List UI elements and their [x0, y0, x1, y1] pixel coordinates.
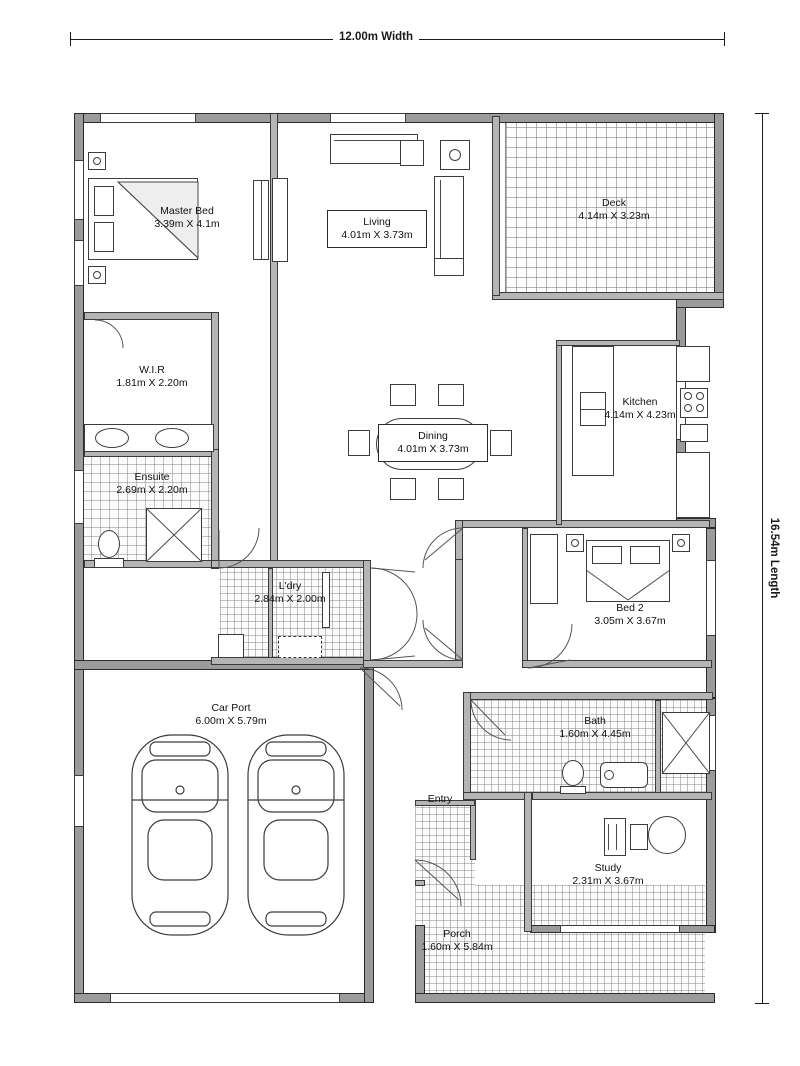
room-label-wir: [104, 364, 200, 390]
room-dims-porch: 1.60m X 5.84m: [421, 941, 493, 953]
length-dimension-label: 16.54m Length: [768, 492, 780, 624]
room-label-bed2: [578, 602, 682, 628]
room-name-study: Study: [594, 862, 622, 874]
room-dims-car-port: 6.00m X 5.79m: [195, 715, 267, 727]
room-label-bath: [545, 715, 645, 741]
room-dims-bath: 1.60m X 4.45m: [559, 728, 631, 740]
room-name-laundry: L'dry: [278, 580, 302, 592]
room-dims-wir: 1.81m X 2.20m: [116, 377, 188, 389]
room-dims-laundry: 2.84m X 2.00m: [254, 593, 326, 605]
room-name-wir: W.I.R: [139, 364, 165, 376]
room-name-master-bed: Master Bed: [160, 205, 214, 217]
room-name-entry: Entry: [427, 793, 453, 805]
room-label-study: [558, 862, 658, 888]
room-label-kitchen: [592, 396, 688, 422]
room-name-bath: Bath: [584, 715, 606, 727]
room-label-laundry: [240, 580, 340, 606]
room-name-ensuite: Ensuite: [134, 471, 170, 483]
room-name-deck: Deck: [602, 197, 626, 209]
room-dims-deck: 4.14m X 3.23m: [578, 210, 650, 222]
room-dims-kitchen: 4.14m X 4.23m: [604, 409, 676, 421]
room-name-car-port: Car Port: [211, 702, 251, 714]
room-dims-dining: 4.01m X 3.73m: [397, 443, 469, 455]
room-label-ensuite: [100, 471, 204, 497]
room-name-living: Living: [363, 216, 391, 228]
room-name-porch: Porch: [443, 928, 471, 940]
room-label-porch: [404, 928, 510, 954]
room-dims-master-bed: 3.39m X 4.1m: [154, 218, 220, 230]
room-label-deck: [551, 197, 677, 223]
room-label-entry: [405, 793, 475, 806]
room-dims-ensuite: 2.69m X 2.20m: [116, 484, 188, 496]
room-name-dining: Dining: [418, 430, 448, 442]
room-label-master-bed: [139, 205, 235, 231]
room-dims-bed2: 3.05m X 3.67m: [594, 615, 666, 627]
room-label-car-port: [176, 702, 286, 728]
width-dimension-label: 12.00m Width: [333, 31, 419, 43]
room-dims-living: 4.01m X 3.73m: [341, 229, 413, 241]
room-dims-study: 2.31m X 3.67m: [572, 875, 644, 887]
room-name-bed2: Bed 2: [616, 602, 644, 614]
room-label-living: [327, 210, 427, 248]
room-label-dining: [378, 424, 488, 462]
room-name-kitchen: Kitchen: [622, 396, 658, 408]
